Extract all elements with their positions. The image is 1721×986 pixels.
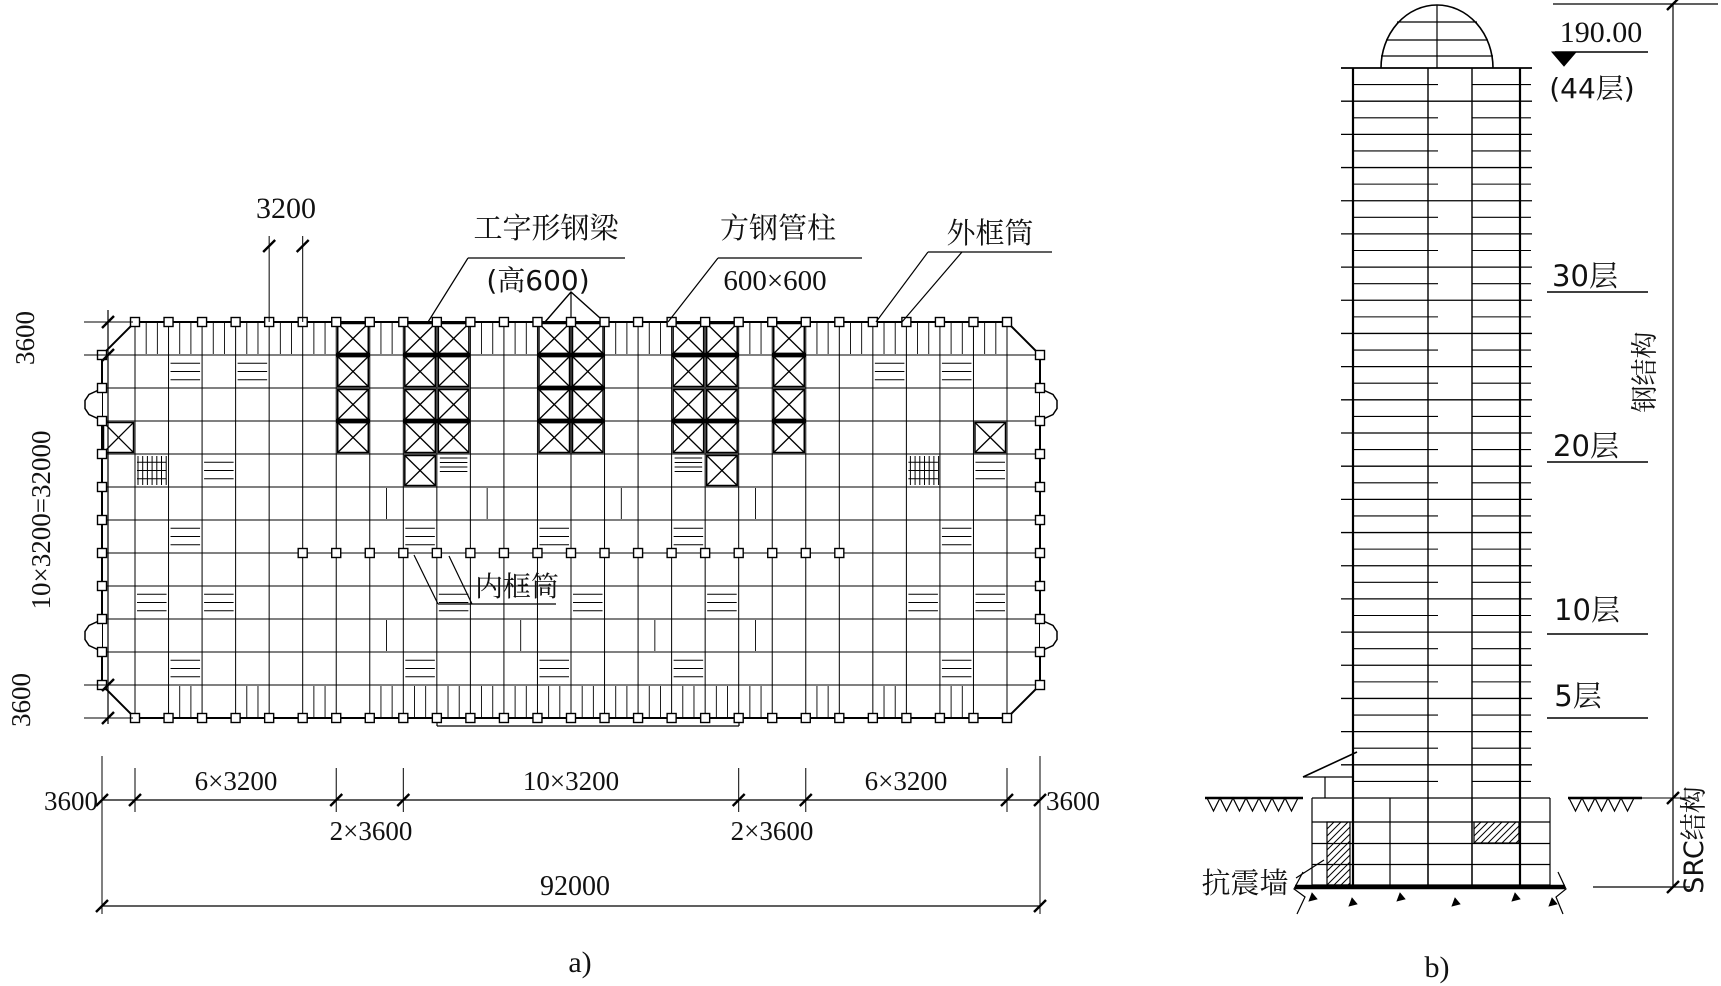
- braced-frames: [104, 324, 1006, 486]
- bottom-dim-2x3600-right: 2×3600: [730, 816, 814, 846]
- steel-column-size-label: 600×600: [723, 265, 827, 297]
- elevation-basement: [1294, 798, 1566, 914]
- bottom-dim-10x3200: 10×3200: [522, 766, 620, 796]
- bottom-dim-6x3200-left: 6×3200: [194, 766, 278, 796]
- steel-zone-label: 钢结构: [1630, 331, 1661, 413]
- src-zone-label: SRC结构: [1679, 786, 1710, 894]
- elevation-structure: [1205, 5, 1697, 885]
- left-dim-middle: 10×3200=32000: [26, 430, 56, 610]
- outer-frame-tube-label: 外框筒: [946, 216, 1034, 250]
- bottom-dim-3600-left: 3600: [44, 786, 98, 816]
- bottom-dim-6x3200-right: 6×3200: [864, 766, 948, 796]
- steel-beam-size-label: (高600): [486, 264, 590, 297]
- top-floor-count: (44层): [1549, 72, 1635, 105]
- left-dim-bottom: 3600: [6, 673, 36, 727]
- elevation-floor-lines: [1341, 85, 1532, 782]
- steel-beam-label: 工字形钢梁: [473, 211, 619, 245]
- floor-plan: [6, 192, 1100, 979]
- elevation-view: [1201, 0, 1718, 984]
- bottom-dim-3600-right: 3600: [1046, 786, 1100, 816]
- floor-mark-20: 20层: [1553, 429, 1619, 463]
- bottom-dim-2x3600-left: 2×3600: [329, 816, 413, 846]
- seismic-wall-label: 抗震墙: [1201, 866, 1289, 900]
- floor-mark-30: 30层: [1552, 259, 1618, 293]
- inner-frame-tube-label: 内框筒: [474, 570, 560, 603]
- total-dimension-label: 92000: [540, 871, 610, 902]
- caption-a: a): [568, 946, 592, 979]
- caption-b: b): [1424, 951, 1450, 984]
- floor-mark-5: 5层: [1554, 679, 1602, 713]
- left-dim-top: 3600: [10, 311, 40, 365]
- floor-mark-10: 10层: [1554, 593, 1620, 627]
- steel-column-label: 方钢管柱: [719, 211, 837, 245]
- top-level-value: 190.00: [1559, 16, 1643, 49]
- bay-dimension-label: 3200: [256, 192, 316, 225]
